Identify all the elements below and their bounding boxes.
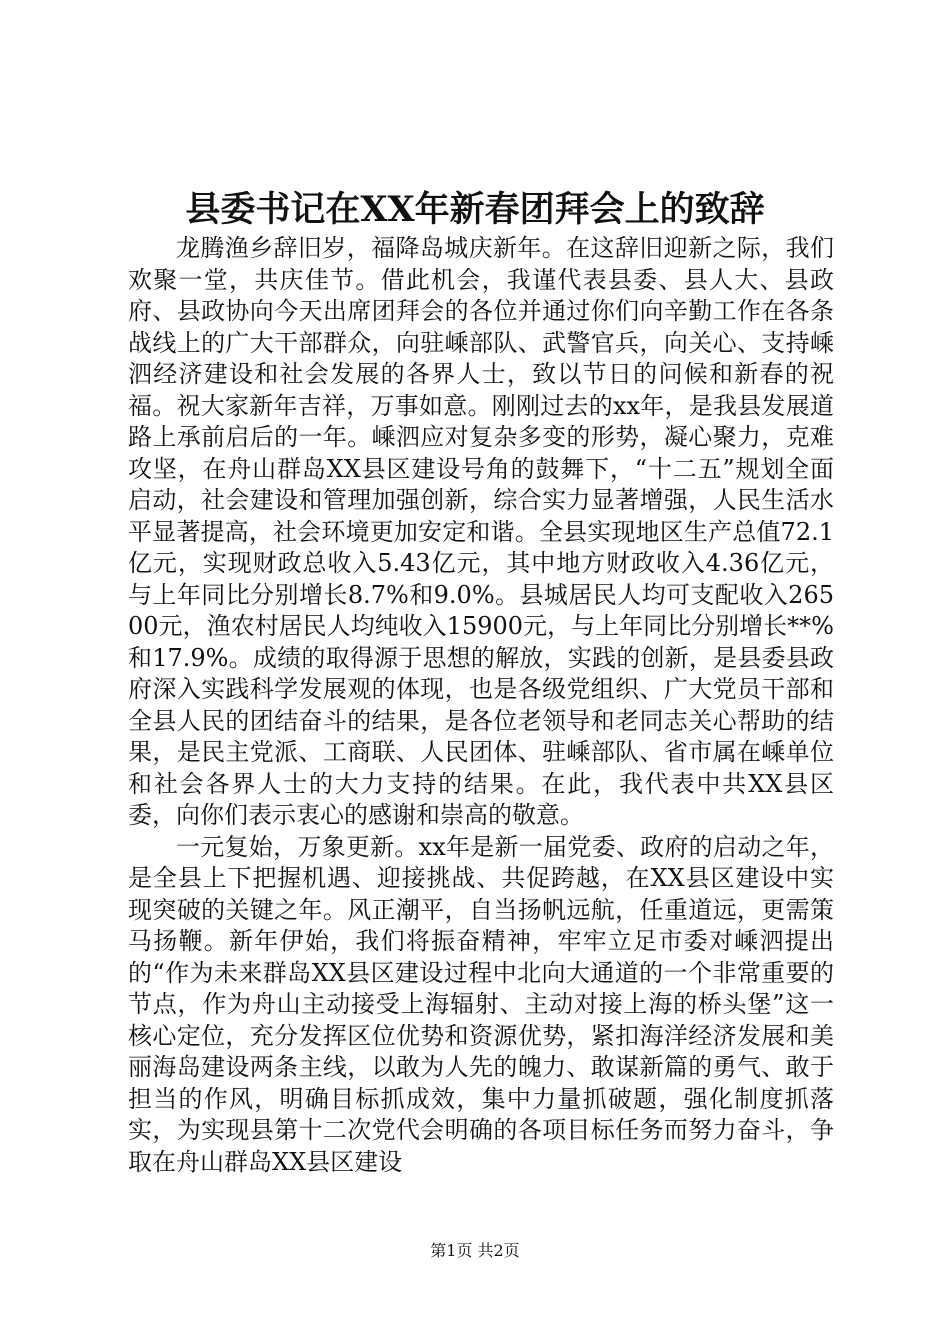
document-body xyxy=(128,233,834,1178)
paragraph-1: 龙腾渔乡辞旧岁，福降岛城庆新年。在这辞旧迎新之际，我们欢聚一堂，共庆佳节。借此机会，我谨代表县委、县人大、县政府、县政协向今天出席团拜会的各位并通过你们向辛勤工作在各条战线上的广大干部群众，向驻嵊部队、武警官兵，向关心、支持嵊泗经济建设和社会发展的各界人士，致以节日的问候和新春的祝福。祝大家新年吉祥，万事如意。刚刚过去的xx年，是我县发展道路上承前启后的一年。嵊泗应对复杂多变的形势，凝心聚力，克难攻坚，在舟山群岛XX县区建设号角的鼓舞下，“十二五”规划全面启动，社会建设和管理加强创新，综合实力显著增强，人民生活水平显著提高，社会环境更加安定和谐。全县实现地区生产总值72.1亿元，实现财政总收入5.43亿元，其中地方财政收入4.36亿元，与上年同比分别增长8.7%和9.0%。县城居民人均可支配收入26500元，渔农村居民人均纯收入15900元，与上年同比分别增长**%和17.9%。成绩的取得源于思想的解放，实践的创新，是县委县政府深入实践科学发展观的体现，也是各级党组织、广大党员干部和全县人民的团结奋斗的结果，是各位老领导和老同志关心帮助的结果，是民主党派、工商联、人民团体、驻嵊部队、省市属在嵊单位和社会各界人士的大力支持的结果。在此，我代表中共XX县区委，向你们表示衷心的感谢和崇高的敬意。 xyxy=(128,234,834,829)
paragraph-2: 一元复始，万象更新。xx年是新一届党委、政府的启动之年，是全县上下把握机遇、迎接挑战、共促跨越，在XX县区建设中实现突破的关键之年。风正潮平，自当扬帆远航，任重道远，更需策马扬鞭。新年伊始，我们将振奋精神，牢牢立足市委对嵊泗提出的“作为未来群岛XX县区建设过程中北向大通道的一个非常重要的节点，作为舟山主动接受上海辐射、主动对接上海的桥头堡”这一核心定位，充分发挥区位优势和资源优势，紧扣海洋经济发展和美丽海岛建设两条主线，以敢为人先的魄力、敢谋新篇的勇气、敢于担当的作风，明确目标抓成效，集中力量抓破题，强化制度抓落实，为实现县第十二次党代会明确的各项目标任务而努力奋斗，争取在舟山群岛XX县区建设 xyxy=(128,832,834,1176)
page-footer: 第1页 共2页 xyxy=(430,1241,520,1260)
page-title: 县委书记在XX年新春团拜会上的致辞 xyxy=(185,189,765,230)
